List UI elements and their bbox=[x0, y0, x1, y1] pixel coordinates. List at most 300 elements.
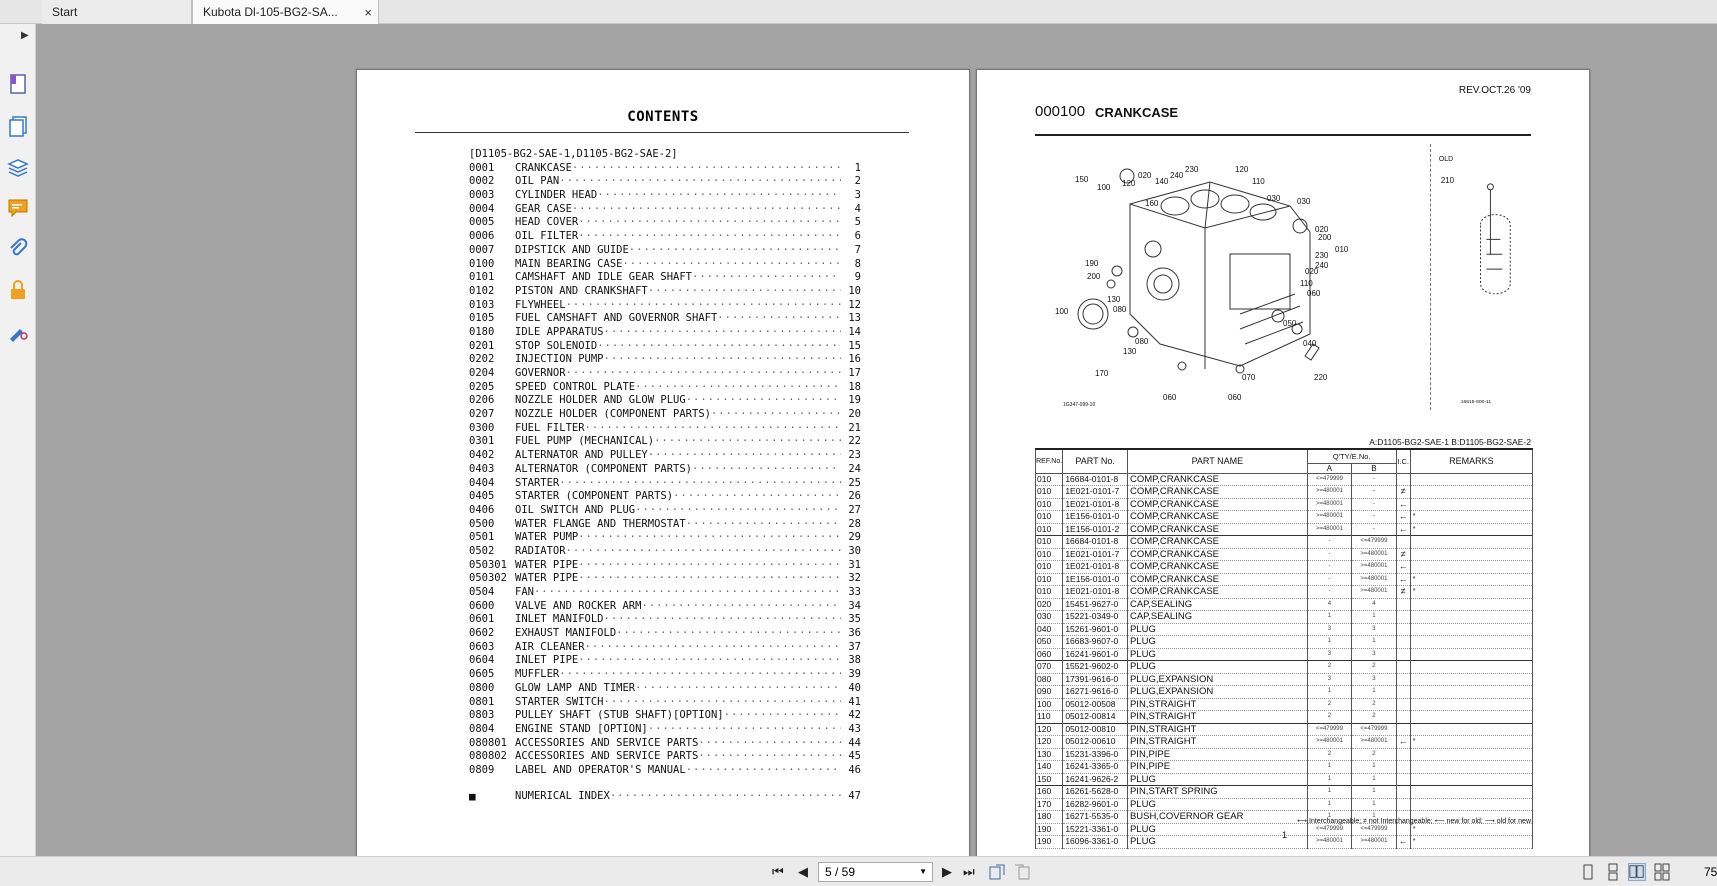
contents-entry[interactable] bbox=[469, 408, 861, 422]
entry-title: VALVE AND ROCKER ARM bbox=[515, 599, 642, 612]
entry-code: 0103 bbox=[469, 298, 495, 311]
contents-entry[interactable] bbox=[469, 312, 861, 326]
row-part-no: 05012-00814 bbox=[1063, 711, 1128, 724]
contents-entry[interactable] bbox=[469, 613, 861, 627]
row-remarks bbox=[1410, 598, 1532, 611]
entry-title: STARTER SWITCH bbox=[515, 695, 604, 708]
entry-title: ALTERNATOR AND PULLEY bbox=[515, 449, 648, 462]
row-ic: ≠ bbox=[1396, 486, 1410, 499]
entry-title: NOZZLE HOLDER (COMPONENT PARTS) bbox=[515, 408, 711, 421]
entry-page: 19 bbox=[848, 394, 861, 407]
row-remarks: * bbox=[1410, 586, 1532, 599]
row-ic: ← bbox=[1396, 573, 1410, 586]
diagram-caption: 1G347-099-10 bbox=[1063, 402, 1096, 408]
row-ref: 130 bbox=[1036, 748, 1063, 761]
entry-title: GOVERNOR bbox=[515, 367, 566, 379]
leader-dots bbox=[566, 299, 841, 313]
entry-code: 0006 bbox=[469, 230, 495, 243]
callout-label: 070 bbox=[1242, 373, 1256, 382]
row-part-name: PLUG bbox=[1127, 636, 1307, 649]
entry-code: 0804 bbox=[469, 722, 495, 735]
row-qty-b: 2 bbox=[1352, 748, 1396, 761]
continuous-view-icon[interactable] bbox=[1604, 863, 1622, 881]
parts-row bbox=[1036, 598, 1533, 611]
callout-label: 160 bbox=[1145, 199, 1159, 208]
entry-page: 27 bbox=[848, 503, 861, 516]
contents-entry[interactable] bbox=[469, 175, 861, 189]
chevron-down-icon[interactable]: ▼ bbox=[919, 867, 927, 876]
entry-page: 30 bbox=[848, 544, 861, 557]
entry-title: STARTER bbox=[515, 476, 560, 489]
entry-page: 29 bbox=[848, 531, 861, 544]
leader-dots bbox=[578, 230, 841, 244]
row-qty-a: >=480001 bbox=[1307, 498, 1351, 511]
row-qty-b: <=479999 bbox=[1352, 536, 1396, 549]
parts-row bbox=[1036, 636, 1533, 649]
row-qty-b: 1 bbox=[1352, 811, 1396, 824]
contents-entry[interactable] bbox=[469, 518, 861, 532]
callout-label: 150 bbox=[1075, 175, 1089, 184]
entry-page: 6 bbox=[854, 230, 861, 243]
contents-entry[interactable] bbox=[469, 682, 861, 696]
comment-icon[interactable] bbox=[6, 196, 30, 220]
leader-dots bbox=[692, 463, 841, 477]
row-ic bbox=[1396, 698, 1410, 711]
leader-dots bbox=[578, 531, 841, 545]
parts-row bbox=[1036, 786, 1533, 799]
row-qty-b: 3 bbox=[1352, 648, 1396, 661]
next-page-icon[interactable]: ▶ bbox=[942, 864, 952, 879]
entry-page: 8 bbox=[854, 257, 861, 270]
contents-entry[interactable] bbox=[469, 367, 861, 381]
entry-code: 0502 bbox=[469, 544, 495, 557]
entry-title: ACCESSORIES AND SERVICE PARTS bbox=[515, 750, 699, 763]
parts-row bbox=[1036, 673, 1533, 686]
pages-thumbnail-icon[interactable] bbox=[6, 114, 30, 138]
contents-entry[interactable] bbox=[469, 600, 861, 614]
section-divider bbox=[1035, 134, 1531, 136]
contents-entry[interactable] bbox=[469, 285, 861, 299]
col-ic: I.C. bbox=[1396, 449, 1410, 473]
contents-entry[interactable] bbox=[469, 627, 861, 641]
row-part-no: 05012-00508 bbox=[1063, 698, 1128, 711]
row-remarks bbox=[1410, 611, 1532, 624]
entry-code: 0002 bbox=[469, 175, 495, 188]
row-ref: 090 bbox=[1036, 686, 1063, 699]
entry-page: 46 bbox=[848, 763, 861, 776]
status-bar bbox=[0, 856, 1717, 886]
row-qty-a: - bbox=[1307, 573, 1351, 586]
row-qty-a: <=479999 bbox=[1307, 823, 1351, 836]
single-page-view-icon[interactable] bbox=[1579, 863, 1597, 881]
row-ic: ← bbox=[1396, 561, 1410, 574]
leader-dots bbox=[717, 312, 841, 326]
row-qty-a: 2 bbox=[1307, 711, 1351, 724]
contents-title: CONTENTS bbox=[627, 109, 699, 125]
parts-row bbox=[1036, 648, 1533, 661]
entry-page: 45 bbox=[848, 750, 861, 763]
leader-dots bbox=[585, 641, 841, 655]
leader-dots bbox=[597, 189, 841, 203]
row-qty-b: 2 bbox=[1352, 661, 1396, 674]
attachment-icon[interactable] bbox=[6, 237, 30, 261]
col-part-name: PART NAME bbox=[1127, 449, 1307, 473]
old-label: OLD bbox=[1438, 156, 1454, 164]
row-part-no: 16684-0101-8 bbox=[1063, 473, 1128, 486]
row-part-no: 1E021-0101-7 bbox=[1063, 548, 1128, 561]
callout-label: 200 bbox=[1087, 272, 1101, 281]
row-qty-a: - bbox=[1307, 586, 1351, 599]
row-part-no: 16241-9601-0 bbox=[1063, 648, 1128, 661]
entry-page: 21 bbox=[848, 421, 861, 434]
row-part-name: PLUG,EXPANSION bbox=[1127, 686, 1307, 699]
leader-dots bbox=[597, 340, 841, 354]
callout-label: 100 bbox=[1055, 307, 1069, 316]
row-part-no: 15261-9601-0 bbox=[1063, 623, 1128, 636]
contents-entry[interactable] bbox=[469, 258, 861, 272]
page-number-field[interactable] bbox=[818, 862, 933, 882]
crankcase-exploded-diagram bbox=[1035, 144, 1430, 410]
row-qty-b: 1 bbox=[1352, 636, 1396, 649]
entry-page: 32 bbox=[848, 572, 861, 585]
entry-page: 26 bbox=[848, 490, 861, 503]
row-part-name: PLUG bbox=[1127, 773, 1307, 786]
contents-entry[interactable] bbox=[469, 709, 861, 723]
contents-entry[interactable] bbox=[469, 203, 861, 217]
contents-entry[interactable] bbox=[469, 189, 861, 203]
row-remarks bbox=[1410, 561, 1532, 574]
row-qty-b: 1 bbox=[1352, 686, 1396, 699]
col-qty: Q'TY/E.No. bbox=[1307, 449, 1396, 463]
entry-code: 0405 bbox=[469, 490, 495, 503]
row-ref: 010 bbox=[1036, 473, 1063, 486]
contents-entry[interactable] bbox=[469, 559, 861, 573]
row-part-no: 1E021-0101-8 bbox=[1063, 586, 1128, 599]
row-ic bbox=[1396, 798, 1410, 811]
callout-label: 030 bbox=[1267, 194, 1281, 203]
page-parts-list bbox=[976, 69, 1590, 862]
entry-title: WATER PIPE bbox=[515, 572, 579, 585]
entry-page: 23 bbox=[848, 449, 861, 462]
row-ref: 190 bbox=[1036, 836, 1063, 849]
contents-entry[interactable] bbox=[469, 750, 861, 764]
row-remarks bbox=[1410, 473, 1532, 486]
contents-entry[interactable] bbox=[469, 696, 861, 710]
row-ic bbox=[1396, 598, 1410, 611]
row-qty-a: - bbox=[1307, 548, 1351, 561]
first-page-icon[interactable]: ⏮ bbox=[772, 864, 784, 879]
leader-dots bbox=[578, 559, 841, 573]
contents-entry[interactable] bbox=[469, 723, 861, 737]
parts-row bbox=[1036, 711, 1533, 724]
entry-code: 0504 bbox=[469, 586, 495, 598]
parts-row bbox=[1036, 686, 1533, 699]
entry-code: 050302 bbox=[469, 572, 507, 585]
row-qty-a: >=480001 bbox=[1307, 836, 1351, 849]
entry-code: 0206 bbox=[469, 394, 495, 407]
row-ic bbox=[1396, 786, 1410, 799]
parts-row bbox=[1036, 698, 1533, 711]
page-contents bbox=[356, 69, 970, 862]
row-ic bbox=[1396, 673, 1410, 686]
row-qty-a: 4 bbox=[1307, 598, 1351, 611]
parts-row bbox=[1036, 798, 1533, 811]
callout-label: 240 bbox=[1315, 261, 1329, 270]
callout-label: 040 bbox=[1303, 339, 1317, 348]
row-part-no: 16261-5628-0 bbox=[1063, 786, 1128, 799]
parts-row bbox=[1036, 761, 1533, 774]
entry-title: FUEL FILTER bbox=[515, 421, 585, 434]
callout-label: 120 bbox=[1235, 165, 1249, 174]
contents-entry[interactable] bbox=[469, 230, 861, 244]
contents-entry[interactable] bbox=[469, 545, 861, 559]
entry-page: 35 bbox=[848, 613, 861, 626]
model-key-line: A:D1105-BG2-SAE-1 B:D1105-BG2-SAE-2 bbox=[1369, 437, 1531, 447]
col-part-no: PART No. bbox=[1063, 449, 1128, 473]
col-remarks: REMARKS bbox=[1410, 449, 1532, 473]
callout-label: 080 bbox=[1113, 305, 1127, 314]
leader-dots bbox=[648, 723, 841, 737]
callout-label: 230 bbox=[1315, 251, 1329, 260]
row-ic bbox=[1396, 623, 1410, 636]
row-ic bbox=[1396, 686, 1410, 699]
row-qty-b: >=480001 bbox=[1352, 548, 1396, 561]
entry-title: MAIN BEARING CASE bbox=[515, 257, 623, 270]
leader-dots bbox=[654, 435, 841, 449]
entry-title: FAN bbox=[515, 586, 534, 598]
entry-title: EXHAUST MANIFOLD bbox=[515, 627, 617, 640]
callout-label: 010 bbox=[1335, 245, 1349, 254]
row-part-no: 16684-0101-8 bbox=[1063, 536, 1128, 549]
expand-panel-icon[interactable]: ▶ bbox=[21, 30, 29, 41]
contents-entry[interactable] bbox=[469, 326, 861, 340]
parts-row bbox=[1036, 723, 1533, 736]
facing-view-icon[interactable] bbox=[1628, 863, 1646, 881]
row-ic: ← bbox=[1396, 836, 1410, 849]
close-icon[interactable]: × bbox=[364, 5, 372, 20]
contents-entry[interactable] bbox=[469, 216, 861, 230]
contents-entry[interactable] bbox=[469, 435, 861, 449]
leader-dots bbox=[616, 627, 841, 641]
contents-entry[interactable] bbox=[469, 737, 861, 751]
tab-start[interactable] bbox=[42, 0, 192, 24]
contents-entry[interactable] bbox=[469, 764, 861, 778]
model-line: [D1105-BG2-SAE-1,D1105-BG2-SAE-2] bbox=[469, 148, 678, 160]
row-qty-a: 3 bbox=[1307, 623, 1351, 636]
contents-entry[interactable] bbox=[469, 490, 861, 504]
parts-row bbox=[1036, 548, 1533, 561]
entry-page: 7 bbox=[854, 243, 861, 256]
parts-row bbox=[1036, 773, 1533, 786]
entry-title: WATER PUMP bbox=[515, 531, 579, 544]
row-ref: 010 bbox=[1036, 561, 1063, 574]
contents-entry[interactable] bbox=[469, 244, 861, 258]
callout-label: 020 bbox=[1305, 267, 1319, 276]
contents-entry[interactable] bbox=[469, 271, 861, 285]
entry-page: 4 bbox=[854, 202, 861, 215]
contents-entry[interactable] bbox=[469, 353, 861, 367]
row-qty-a: 1 bbox=[1307, 786, 1351, 799]
document-viewport[interactable] bbox=[36, 24, 1717, 856]
zoom-level[interactable]: 75 bbox=[1704, 865, 1717, 879]
contents-entry[interactable] bbox=[469, 572, 861, 586]
row-qty-b: <=479999 bbox=[1352, 823, 1396, 836]
last-page-icon[interactable]: ⏭ bbox=[963, 864, 975, 879]
layers-icon[interactable] bbox=[6, 155, 30, 179]
row-remarks bbox=[1410, 486, 1532, 499]
contents-entry[interactable] bbox=[469, 422, 861, 436]
row-part-name: COMP,CRANKCASE bbox=[1127, 511, 1307, 524]
contents-entry[interactable] bbox=[469, 586, 861, 600]
row-qty-a: 1 bbox=[1307, 811, 1351, 824]
entry-page: 40 bbox=[848, 681, 861, 694]
entry-page: 17 bbox=[848, 367, 861, 379]
leader-dots bbox=[585, 422, 841, 436]
next-view-icon[interactable] bbox=[1013, 863, 1031, 881]
row-part-no: 15221-0349-0 bbox=[1063, 611, 1128, 624]
row-part-name: PLUG bbox=[1127, 798, 1307, 811]
row-qty-a: 1 bbox=[1307, 761, 1351, 774]
tab-document[interactable] bbox=[192, 0, 379, 24]
row-qty-a: 1 bbox=[1307, 636, 1351, 649]
previous-page-icon[interactable]: ◀ bbox=[798, 864, 808, 879]
entry-title: STARTER (COMPONENT PARTS) bbox=[515, 490, 674, 503]
contents-entry[interactable] bbox=[469, 381, 861, 395]
leader-dots bbox=[559, 175, 841, 189]
row-qty-b: 1 bbox=[1352, 798, 1396, 811]
row-ref: 190 bbox=[1036, 823, 1063, 836]
row-part-name: COMP,CRANKCASE bbox=[1127, 573, 1307, 586]
entry-title: MUFFLER bbox=[515, 668, 560, 681]
row-ic bbox=[1396, 636, 1410, 649]
row-ref: 150 bbox=[1036, 773, 1063, 786]
entry-code: 0602 bbox=[469, 627, 495, 640]
entry-title: WATER PIPE bbox=[515, 558, 579, 571]
row-qty-a: 1 bbox=[1307, 773, 1351, 786]
contents-entry[interactable] bbox=[469, 531, 861, 545]
row-qty-a: >=480001 bbox=[1307, 486, 1351, 499]
row-part-name: COMP,CRANKCASE bbox=[1127, 486, 1307, 499]
section-number: 000100 bbox=[1035, 103, 1086, 120]
contents-entry[interactable] bbox=[469, 477, 861, 491]
row-remarks bbox=[1410, 623, 1532, 636]
row-remarks: * bbox=[1410, 736, 1532, 749]
contents-entry[interactable] bbox=[469, 504, 861, 518]
contents-entry[interactable] bbox=[469, 449, 861, 463]
row-part-no: 16282-9601-0 bbox=[1063, 798, 1128, 811]
leader-dots bbox=[604, 613, 841, 627]
leader-dots bbox=[635, 682, 841, 696]
entry-code: 0001 bbox=[469, 161, 495, 174]
row-part-name: BUSH,COVERNOR GEAR bbox=[1127, 811, 1307, 824]
entry-page: 38 bbox=[848, 654, 861, 667]
row-part-name: COMP,CRANKCASE bbox=[1127, 498, 1307, 511]
bookmark-icon[interactable] bbox=[6, 72, 30, 96]
row-qty-b: 1 bbox=[1352, 611, 1396, 624]
entry-title: FUEL CAMSHAFT AND GOVERNOR SHAFT bbox=[515, 312, 718, 325]
row-ic: ≠ bbox=[1396, 586, 1410, 599]
row-part-name: COMP,CRANKCASE bbox=[1127, 586, 1307, 599]
entry-title: PULLEY SHAFT (STUB SHAFT)[OPTION] bbox=[515, 709, 724, 722]
leader-dots bbox=[534, 586, 841, 600]
row-qty-b: 3 bbox=[1352, 673, 1396, 686]
old-part-label: 210 bbox=[1440, 175, 1455, 185]
entry-code: 0005 bbox=[469, 216, 495, 229]
row-qty-b: <=479999 bbox=[1352, 723, 1396, 736]
row-ref: 010 bbox=[1036, 548, 1063, 561]
row-qty-a: >=480001 bbox=[1307, 511, 1351, 524]
entry-code: 0601 bbox=[469, 613, 495, 626]
entry-page: 36 bbox=[848, 627, 861, 640]
contents-entry[interactable] bbox=[469, 654, 861, 668]
entry-title: WATER FLANGE AND THERMOSTAT bbox=[515, 517, 686, 530]
contents-entry[interactable] bbox=[469, 668, 861, 682]
security-lock-icon[interactable] bbox=[6, 278, 30, 302]
entry-page: 34 bbox=[848, 599, 861, 612]
continuous-facing-view-icon[interactable] bbox=[1653, 863, 1671, 881]
row-ref: 010 bbox=[1036, 573, 1063, 586]
row-part-name: CAP,SEALING bbox=[1127, 611, 1307, 624]
leader-dots bbox=[566, 545, 841, 559]
row-ic: ← bbox=[1396, 736, 1410, 749]
row-part-no: 1E156-0101-0 bbox=[1063, 573, 1128, 586]
row-remarks: * bbox=[1410, 836, 1532, 849]
previous-view-icon[interactable] bbox=[988, 863, 1006, 881]
contents-entry[interactable] bbox=[469, 641, 861, 655]
leader-dots bbox=[698, 750, 841, 764]
entry-code: 0205 bbox=[469, 380, 495, 393]
entry-code: 0801 bbox=[469, 695, 495, 708]
parts-row bbox=[1036, 561, 1533, 574]
entry-code: 0406 bbox=[469, 503, 495, 516]
signature-icon[interactable] bbox=[6, 319, 30, 343]
row-remarks bbox=[1410, 536, 1532, 549]
row-qty-b: >=480001 bbox=[1352, 586, 1396, 599]
contents-entry[interactable] bbox=[469, 299, 861, 313]
leader-dots bbox=[635, 504, 841, 518]
entry-title: LABEL AND OPERATOR'S MANUAL bbox=[515, 763, 686, 776]
contents-entry[interactable] bbox=[469, 394, 861, 408]
entry-code: 0809 bbox=[469, 763, 495, 776]
row-ref: 030 bbox=[1036, 611, 1063, 624]
row-part-no: 15451-9627-0 bbox=[1063, 598, 1128, 611]
index-entry[interactable] bbox=[469, 790, 861, 804]
entry-title: GLOW LAMP AND TIMER bbox=[515, 681, 636, 694]
contents-entry[interactable] bbox=[469, 340, 861, 354]
contents-entry[interactable] bbox=[469, 463, 861, 477]
entry-code: 080802 bbox=[469, 750, 507, 763]
leader-dots bbox=[724, 709, 841, 723]
leader-dots bbox=[698, 737, 841, 751]
row-qty-b: - bbox=[1352, 511, 1396, 524]
row-qty-a: 1 bbox=[1307, 686, 1351, 699]
contents-entry[interactable] bbox=[469, 162, 861, 176]
entry-page: 25 bbox=[848, 476, 861, 489]
entry-code: 0105 bbox=[469, 312, 495, 325]
entry-code: 0180 bbox=[469, 325, 495, 338]
left-tool-rail bbox=[0, 24, 36, 886]
row-remarks bbox=[1410, 698, 1532, 711]
row-remarks bbox=[1410, 673, 1532, 686]
entry-page: 16 bbox=[848, 353, 861, 366]
entry-title: GEAR CASE bbox=[515, 202, 572, 215]
entry-page: 43 bbox=[848, 722, 861, 735]
row-part-no: 16271-5535-0 bbox=[1063, 811, 1128, 824]
parts-row bbox=[1036, 523, 1533, 536]
row-qty-b: - bbox=[1352, 473, 1396, 486]
entry-code: 0604 bbox=[469, 654, 495, 667]
entry-title: ACCESSORIES AND SERVICE PARTS bbox=[515, 736, 699, 749]
